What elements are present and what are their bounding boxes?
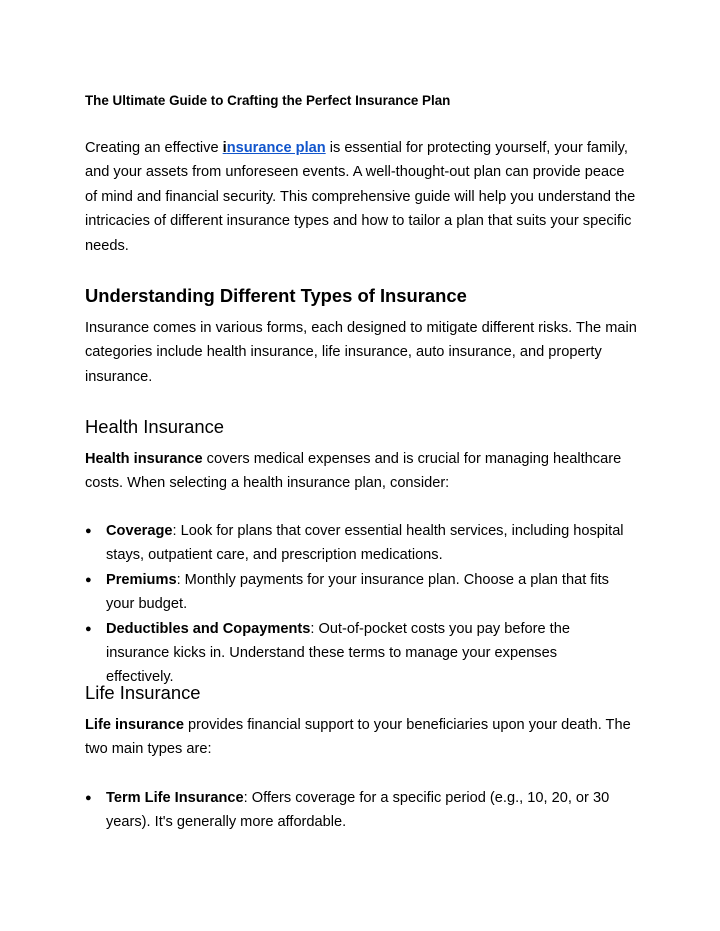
bullet-icon: ● [85, 573, 92, 586]
list-item-text: : Monthly payments for your insurance plan. Choose a plan that fits your budget. [106, 571, 609, 613]
intro-text-before-link: Creating an effective [85, 140, 223, 156]
list-item [64, 519, 624, 568]
link-text: nsurance plan [226, 140, 326, 156]
list-item-text: : Out-of-pocket costs you pay before the insurance kicks in. Understand these terms to manage your expenses effectively. [106, 620, 570, 686]
bullet-icon: ● [85, 792, 92, 804]
list-item [64, 617, 624, 690]
list-item-text: : Offers coverage for a specific period (e.g., 10, 20, or 30 years). It's generally more affordable. [106, 790, 610, 831]
health-intro-bold: Health insurance [85, 451, 203, 467]
health-heading: Health Insurance [85, 416, 225, 437]
document-title: The Ultimate Guide to Crafting the Perfect Insurance Plan [85, 93, 451, 108]
health-considerations-list [64, 519, 624, 690]
bullet-icon: ● [85, 622, 92, 635]
list-item-term: Coverage [106, 523, 173, 539]
intro-text-after-link: is essential for protecting yourself, your family, and your assets from unforeseen events. A well-thought-out plan can provide peace of mind and financial security. This comprehensive guide will help you understand the intricacies of different insurance types and how to tailor a plan that suits your specific needs. [85, 140, 636, 254]
list-item [64, 786, 624, 835]
list-item-term: Term Life Insurance [106, 790, 244, 806]
list-item-term: Premiums [106, 571, 177, 588]
types-paragraph: Insurance comes in various forms, each designed to mitigate different risks. The main categories include health insurance, life insurance, auto insurance, and property insurance. [85, 320, 637, 385]
types-heading: Understanding Different Types of Insurance [85, 285, 467, 306]
health-intro-paragraph [85, 447, 640, 496]
list-item-term: Deductibles and Copayments [106, 620, 311, 637]
bullet-icon: ● [85, 525, 92, 537]
intro-paragraph [85, 136, 640, 258]
insurance-plan-link[interactable] [223, 140, 326, 156]
life-intro-rest: provides financial support to your beneficiaries upon your death. The two main types are: [85, 717, 631, 758]
health-intro-rest: covers medical expenses and is crucial for managing healthcare costs. When selecting a health insurance plan, consider: [85, 451, 622, 492]
life-intro-bold: Life insurance [85, 717, 184, 733]
list-item-text: : Look for plans that cover essential health services, including hospital stays, outpatient care, and prescription medications. [106, 523, 624, 564]
life-types-list [64, 786, 624, 835]
life-intro-paragraph [85, 713, 640, 762]
link-lead-letter: i [222, 140, 227, 156]
list-item [64, 568, 624, 617]
life-heading: Life Insurance [85, 682, 201, 703]
